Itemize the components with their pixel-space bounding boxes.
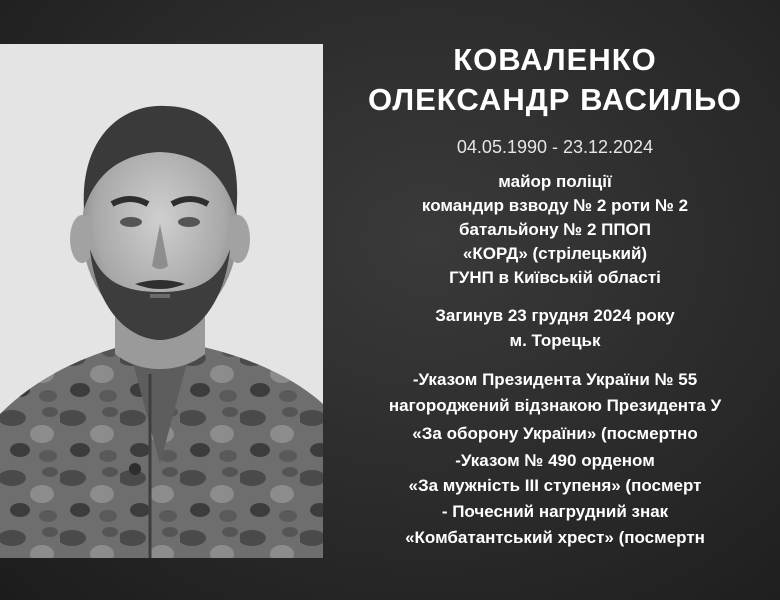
- rank-line: ГУНП в Київській області: [449, 268, 661, 287]
- award-line: -Указом Президента України № 55: [412, 370, 698, 389]
- portrait-photo: [0, 44, 323, 558]
- death-place: м. Торецьк: [509, 331, 601, 350]
- award-line: «За оборону України» (посмертно: [412, 424, 698, 443]
- rank-line: майор поліції: [498, 172, 612, 191]
- rank-line: «КОРД» (стрілецький): [462, 244, 648, 263]
- award-line: -Указом № 490 орденом: [455, 451, 655, 470]
- rank-line: командир взводу № 2 роти № 2: [421, 196, 689, 215]
- given-names: ОЛЕКСАНДР ВАСИЛЬО: [368, 82, 742, 117]
- award-line: нагороджений відзнакою Президента У: [388, 396, 722, 415]
- award-line: - Почесний нагрудний знак: [441, 502, 669, 521]
- rank-line: батальйону № 2 ППОП: [459, 220, 651, 239]
- memorial-text-panel: [330, 0, 780, 600]
- life-dates: 04.05.1990 - 23.12.2024: [456, 137, 654, 157]
- death-info: Загинув 23 грудня 2024 року: [435, 306, 675, 325]
- surname: КОВАЛЕНКО: [453, 42, 657, 77]
- portrait-image: [0, 44, 323, 558]
- award-line: «Комбатантський хрест» (посмертн: [405, 528, 705, 547]
- award-line: «За мужність ІІІ ступеня» (посмерт: [408, 476, 702, 495]
